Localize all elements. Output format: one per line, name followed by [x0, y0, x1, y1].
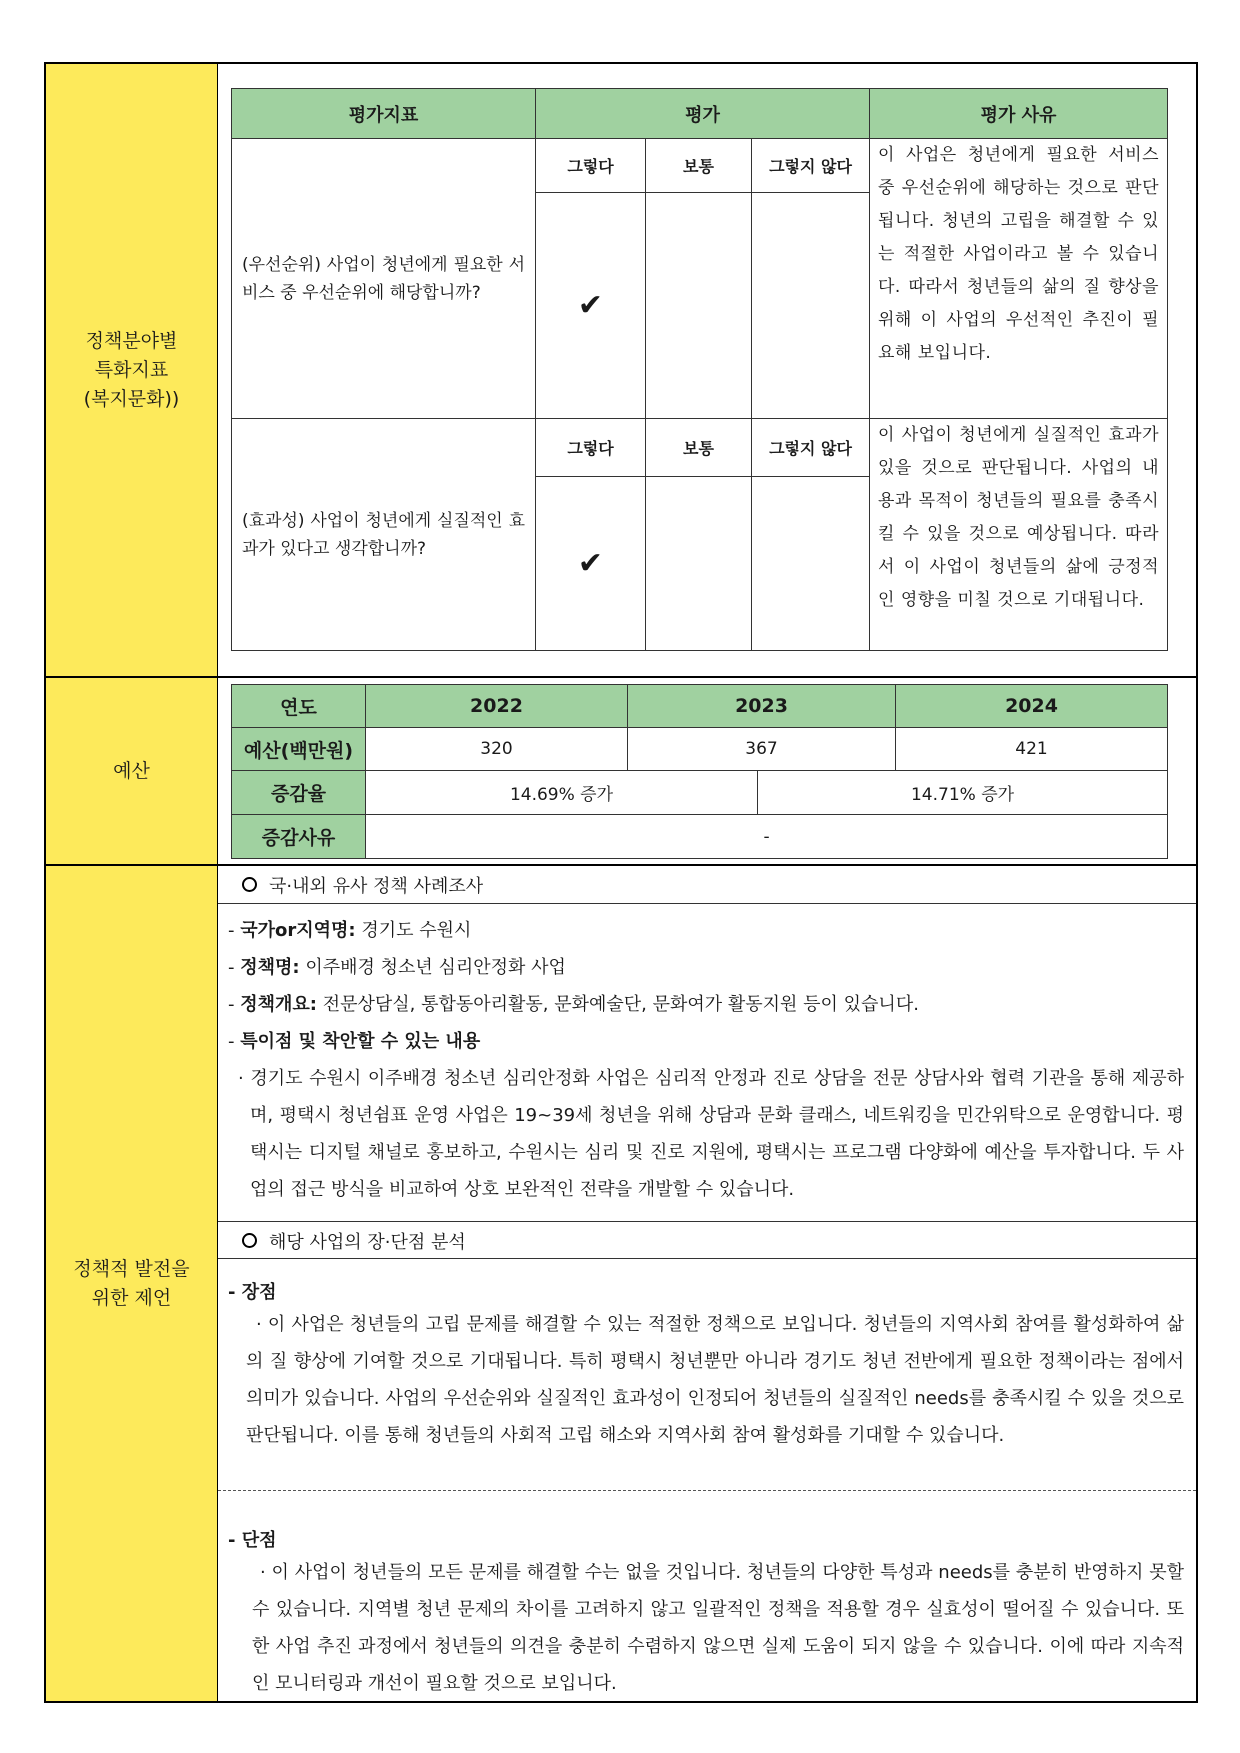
points-text: · 경기도 수원시 이주배경 청소년 심리안정화 사업은 심리적 안정과 진로 상담을 전문 상담사와 협력 기관을 통해 제공하며, 평택시 청년쉼표 운영 사업은 19~39세 청년을 위해 상담과 문화 클래스, 네트워킹을 민간위탁으로 운영합니다. 평택시는 디지털 채널로 홍보하고, 수원시는 심리 및 진로 지원에, 평택시는 프로그램 다양화에 예산을 투자합니다. 두 사업의 접근 방식을 비교하여 상호 보완적인 전략을 개발할 수 있습니다.: [238, 1068, 1184, 1200]
overview-line: - 정책개요: 전문상담실, 통합동아리활동, 문화예술단, 문화여가 활동지원 등이 있습니다.: [228, 994, 919, 1015]
overview-label: 정책개요:: [240, 994, 317, 1015]
option-no: 그렇지 않다: [752, 419, 870, 477]
cons-label: - 단점: [228, 1530, 277, 1551]
row-label-reason: 증감사유: [232, 815, 366, 859]
header-eval: 평가: [536, 89, 870, 139]
option-no: 그렇지 않다: [752, 139, 870, 193]
section-indicators: [46, 64, 1196, 676]
policy-evaluation-sheet: [44, 62, 1198, 1703]
analysis-title: [218, 1223, 1196, 1259]
survey-title: [218, 866, 1196, 904]
budget-2024: 421: [896, 728, 1168, 771]
circle-bullet-icon: [242, 1233, 257, 1248]
option-neutral: 보통: [646, 139, 752, 193]
country-label: 국가or지역명:: [240, 920, 356, 941]
year-2024: 2024: [896, 685, 1168, 728]
empty-cell: [646, 477, 752, 651]
question-effectiveness: (효과성) 사업이 청년에게 실질적인 효과가 있다고 생각합니까?: [232, 419, 536, 651]
year-2022: 2022: [366, 685, 628, 728]
pros-label: - 장점: [228, 1282, 277, 1303]
policy-value: 이주배경 청소년 심리안정화 사업: [299, 957, 566, 978]
header-indicator: 평가지표: [232, 89, 536, 139]
points-line: - 특이점 및 착안할 수 있는 내용: [228, 1031, 481, 1052]
budget-table: [231, 684, 1168, 859]
budget-2023: 367: [628, 728, 896, 771]
question-priority: (우선순위) 사업이 청년에게 필요한 서비스 중 우선순위에 해당합니까?: [232, 139, 536, 419]
indicator-table: [231, 88, 1168, 651]
option-neutral: 보통: [646, 419, 752, 477]
empty-cell: [752, 477, 870, 651]
circle-bullet-icon: [242, 877, 257, 892]
country-value: 경기도 수원시: [355, 920, 472, 941]
reason-priority: 이 사업은 청년에게 필요한 서비스 중 우선순위에 해당하는 것으로 판단됩니다. 청년의 고립을 해결할 수 있는 적절한 사업이라고 볼 수 있습니다. 따라서 청년들의 삶의 질 향상을 위해 이 사업의 우선적인 추진이 필요해 보입니다.: [870, 139, 1168, 419]
row-label-rate: 증감율: [232, 771, 366, 815]
budget-2022: 320: [366, 728, 628, 771]
section-label-proposal: 정책적 발전을 위한 제언: [46, 866, 218, 1701]
empty-cell: [752, 193, 870, 419]
header-reason: 평가 사유: [870, 89, 1168, 139]
section-label-budget: 예산: [46, 678, 218, 864]
empty-cell: [646, 193, 752, 419]
check-icon: ✔: [536, 477, 646, 651]
row-label-year: 연도: [232, 685, 366, 728]
row-label-budget: 예산(백만원): [232, 728, 366, 771]
overview-value: 전문상담실, 통합동아리활동, 문화예술단, 문화여가 활동지원 등이 있습니다.: [316, 994, 919, 1015]
check-icon: ✔: [536, 193, 646, 419]
year-2023: 2023: [628, 685, 896, 728]
option-yes: 그렇다: [536, 419, 646, 477]
rate-2023: 14.69% 증가: [366, 771, 758, 815]
section-budget: [46, 676, 1196, 864]
section-proposal: [46, 864, 1196, 1701]
cons-text: · 이 사업이 청년들의 모든 문제를 해결할 수는 없을 것입니다. 청년들의 다양한 특성과 needs를 충분히 반영하지 못할 수 있습니다. 지역별 청년 문제의 차이를 고려하지 않고 일괄적인 정책을 적용할 경우 실효성이 떨어질 수 있습니다. 또한 사업 추진 과정에서 청년들의 의견을 충분히 수렴하지 않으면 실제 도움이 되지 않을 수 있습니다. 이에 따라 지속적인 모니터링과 개선이 필요할 것으로 보입니다.: [252, 1562, 1184, 1694]
policy-label: 정책명:: [240, 957, 300, 978]
section-label-indicators: 정책분야별 특화지표 (복지문화)): [46, 64, 218, 676]
reason-effectiveness: 이 사업이 청년에게 실질적인 효과가 있을 것으로 판단됩니다. 사업의 내용과 목적이 청년들의 필요를 충족시킬 수 있을 것으로 예상됩니다. 따라서 이 사업이 청년들의 삶에 긍정적인 영향을 미칠 것으로 기대됩니다.: [870, 419, 1168, 651]
change-reason: -: [366, 815, 1168, 859]
rate-2024: 14.71% 증가: [758, 771, 1168, 815]
option-yes: 그렇다: [536, 139, 646, 193]
survey-title-text: 국·내외 유사 정책 사례조사: [269, 875, 484, 897]
pros-text: · 이 사업은 청년들의 고립 문제를 해결할 수 있는 적절한 정책으로 보입니다. 청년들의 지역사회 참여를 활성화하여 삶의 질 향상에 기여할 것으로 기대됩니다. 특히 평택시 청년뿐만 아니라 경기도 청년 전반에게 필요한 정책이라는 점에서 의미가 있습니다. 사업의 우선순위와 실질적인 효과성이 인정되어 청년들의 실질적인 needs를 충족시킬 수 있을 것으로 판단됩니다. 이를 통해 청년들의 사회적 고립 해소와 지역사회 참여 활성화를 기대할 수 있습니다.: [246, 1314, 1184, 1446]
country-line: - 국가or지역명: 경기도 수원시: [228, 920, 472, 941]
analysis-title-text: 해당 사업의 장·단점 분석: [269, 1231, 466, 1253]
policy-line: - 정책명: 이주배경 청소년 심리안정화 사업: [228, 957, 566, 978]
points-label: 특이점 및 착안할 수 있는 내용: [240, 1031, 481, 1052]
